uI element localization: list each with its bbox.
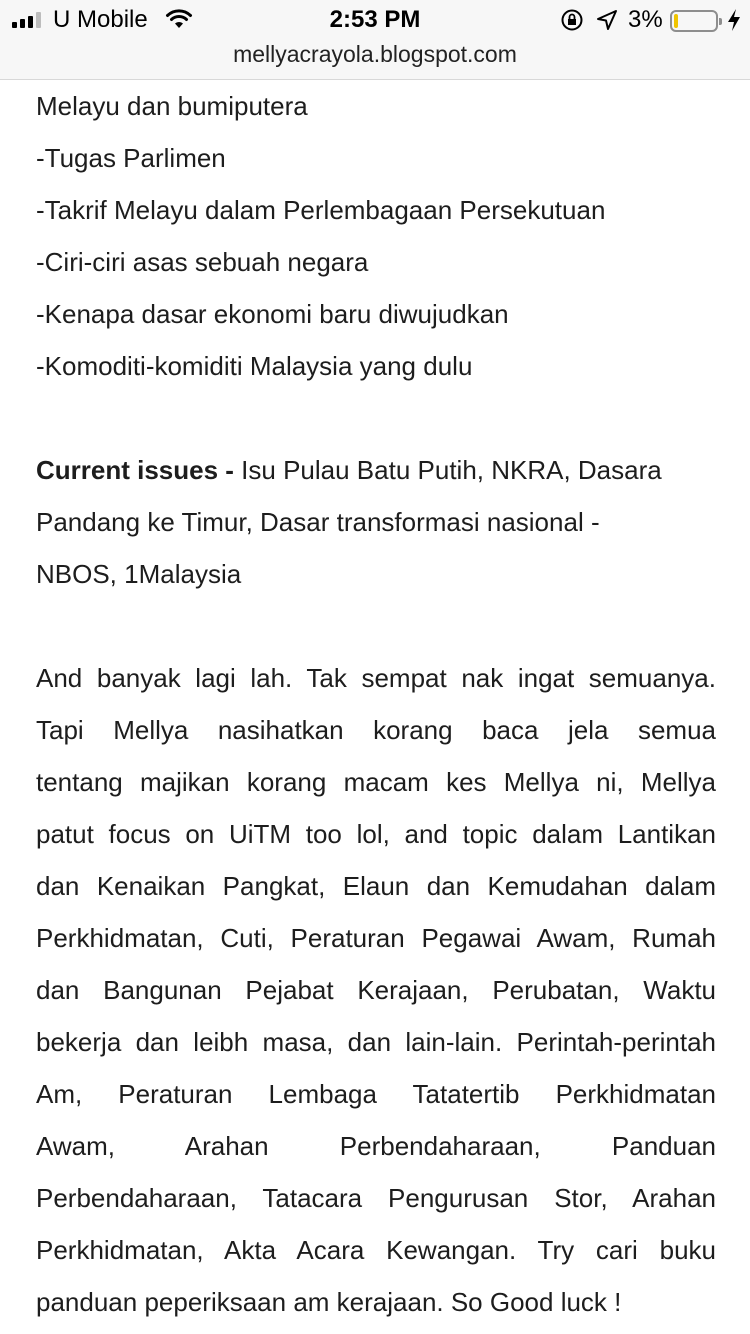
current-issues-line: NBOS, 1Malaysia: [36, 559, 242, 589]
current-issues-text: Isu Pulau Batu Putih, NKRA, Dasara: [233, 455, 662, 485]
paragraph-line: bekerja dan leibh masa, dan lain-lain. Perintah-perintah: [36, 1027, 716, 1057]
paragraph-line: dan Bangunan Pejabat Kerajaan, Perubatan, Waktu: [36, 975, 716, 1005]
charging-bolt-icon: [726, 8, 742, 32]
url-text[interactable]: mellyacrayola.blogspot.com: [233, 41, 517, 67]
location-arrow-icon: [596, 8, 618, 32]
status-bar: [0, 0, 750, 40]
battery-percent: 3%: [628, 6, 663, 33]
status-time: 2:53 PM: [329, 6, 421, 33]
battery-icon: [670, 10, 718, 32]
list-item: -Kenapa dasar ekonomi baru diwujudkan: [36, 299, 509, 329]
current-issues-line: Pandang ke Timur, Dasar transformasi nasional -: [36, 507, 600, 537]
paragraph-spacer: [36, 392, 716, 444]
current-issues-line: [36, 444, 716, 496]
orientation-lock-icon: [560, 8, 584, 32]
address-bar[interactable]: [0, 40, 750, 80]
paragraph-line: Perkhidmatan, Cuti, Peraturan Pegawai Awam, Rumah: [36, 923, 716, 953]
paragraph-spacer: [36, 600, 716, 652]
list-item: Melayu dan bumiputera: [36, 91, 308, 121]
list-item: -Tugas Parlimen: [36, 143, 226, 173]
paragraph-line: Perkhidmatan, Akta Acara Kewangan. Try cari buku: [36, 1235, 716, 1265]
paragraph-line: And banyak lagi lah. Tak sempat nak ingat semuanya.: [36, 663, 716, 693]
paragraph-line: Awam, Arahan Perbendaharaan, Panduan: [36, 1131, 716, 1161]
list-item: -Komoditi-komiditi Malaysia yang dulu: [36, 351, 473, 381]
paragraph-line: dan Kenaikan Pangkat, Elaun dan Kemudahan dalam: [36, 871, 716, 901]
paragraph-line: Perbendaharaan, Tatacara Pengurusan Stor, Arahan: [36, 1183, 716, 1213]
list-item: -Takrif Melayu dalam Perlembagaan Persekutuan: [36, 195, 606, 225]
paragraph-line: patut focus on UiTM too lol, and topic dalam Lantikan: [36, 819, 716, 849]
carrier-name: U Mobile: [53, 6, 148, 33]
current-issues-label: Current issues -: [36, 455, 234, 485]
article-body: [36, 80, 716, 1328]
paragraph-line: Tapi Mellya nasihatkan korang baca jela semua: [36, 715, 716, 745]
list-item: -Ciri-ciri asas sebuah negara: [36, 247, 369, 277]
paragraph-line: Am, Peraturan Lembaga Tatatertib Perkhidmatan: [36, 1079, 716, 1109]
paragraph-line: panduan peperiksaan am kerajaan. So Good luck !: [36, 1287, 622, 1317]
paragraph-line: tentang majikan korang macam kes Mellya ni, Mellya: [36, 767, 716, 797]
